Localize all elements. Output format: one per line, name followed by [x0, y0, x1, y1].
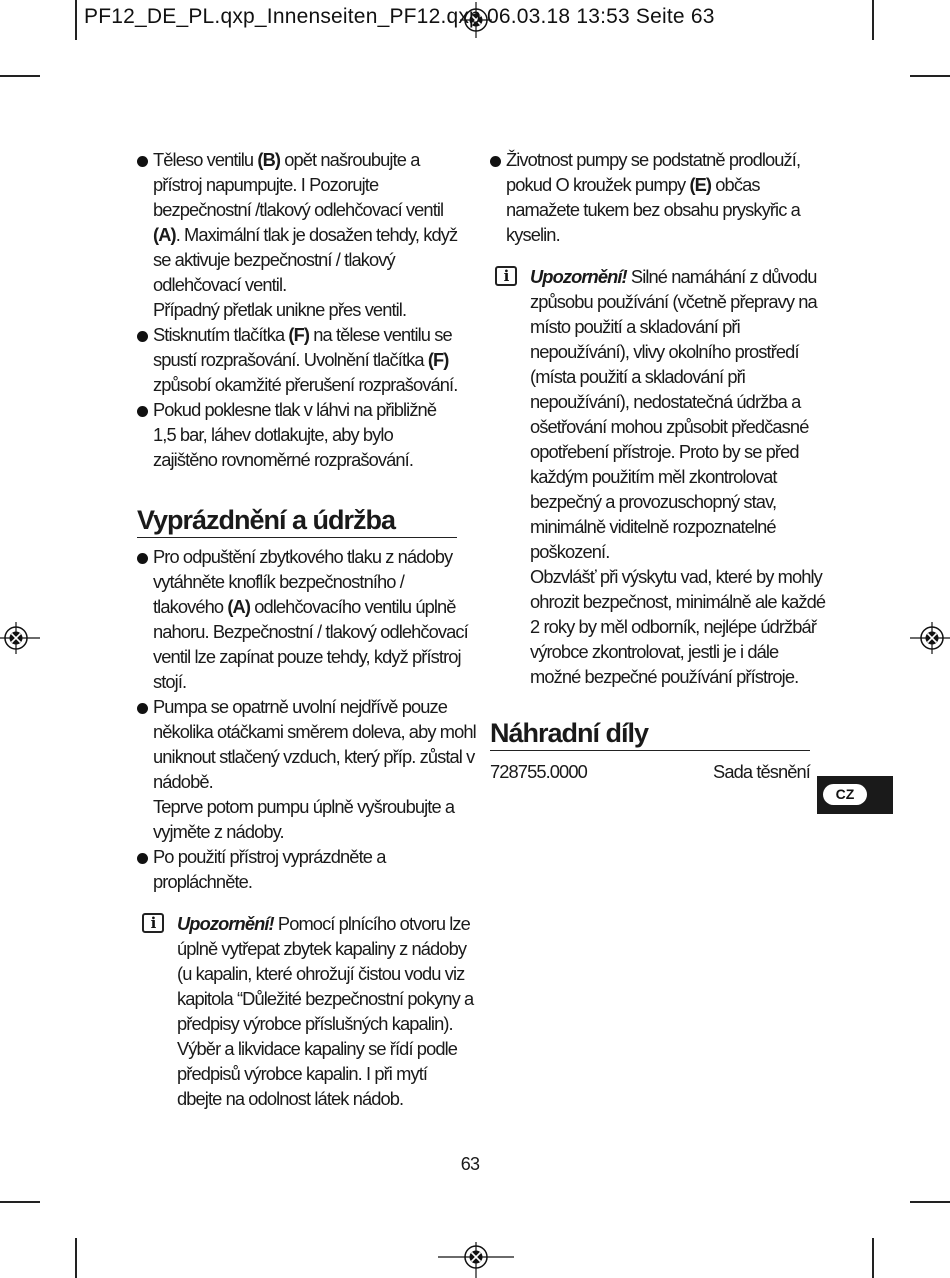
text-run: ventil lze zapínat pouze tehdy, když přístroj — [153, 646, 461, 667]
text-run: odlehčovacího ventilu úplně — [250, 596, 456, 617]
left-column — [137, 147, 476, 1111]
notice-line — [530, 639, 810, 664]
text-line — [153, 447, 457, 472]
text-line — [153, 794, 457, 819]
text-line — [153, 422, 457, 447]
notice-line — [177, 986, 474, 1011]
part-reference: (E) — [689, 174, 712, 195]
text-run: se aktivuje bezpečnostní / tlakový — [153, 249, 395, 270]
notice-line — [530, 289, 817, 314]
notice-line — [530, 514, 810, 539]
maintenance-list — [137, 544, 476, 894]
notice-text: výrobce zkontrolovat, jestli je i dále — [530, 641, 779, 662]
notice-line — [177, 961, 465, 986]
text-run: přístroj napumpujte. I Pozorujte — [153, 174, 379, 195]
notice-text: možné bezpečné používání přístroje. — [530, 666, 799, 687]
notice-line — [177, 1011, 457, 1036]
notice-line — [177, 936, 467, 961]
text-run: nahoru. Bezpečnostní / tlakový odlehčovací — [153, 621, 468, 642]
notice-text: Výběr a likvidace kapaliny se řídí podle — [177, 1038, 458, 1059]
text-run: . Maximální tlak je dosažen tehdy, když — [175, 224, 458, 245]
text-line — [153, 619, 468, 644]
notice-line — [530, 414, 810, 439]
registration-mark-icon — [438, 1238, 514, 1278]
print-slug: PF12_DE_PL.qxp_Innenseiten_PF12.qxp 06.03.18 13:53 Seite 63 — [84, 5, 715, 28]
notice-lead: Upozornění! — [530, 266, 627, 287]
notice-line — [177, 1061, 457, 1086]
text-line — [153, 172, 457, 197]
notice-text: poškození. — [530, 541, 610, 562]
instruction-list — [490, 147, 810, 247]
text-run: bezpečnostní /tlakový odlehčovací ventil — [153, 199, 444, 220]
text-line — [153, 719, 476, 744]
notice-line — [530, 539, 810, 564]
notice-line — [177, 911, 470, 936]
list-item — [490, 147, 810, 247]
text-run: Pumpa se opatrně uvolní nejdřívě pouze — [153, 696, 448, 717]
text-run: na tělese ventilu se — [309, 324, 452, 345]
notice-block — [137, 911, 474, 1111]
text-run: tlakového — [153, 596, 228, 617]
notice-text: 2 roky by měl odborník, nejlépe údržbář — [530, 616, 817, 637]
notice-text: nepoužívání), vlivy okolního prostředí — [530, 341, 799, 362]
notice-block — [490, 264, 826, 689]
text-line — [153, 272, 457, 297]
text-line — [153, 744, 475, 769]
text-line — [153, 769, 457, 794]
text-run: Pokud poklesne tlak v láhvi na přibližně — [153, 399, 437, 420]
text-run: Těleso ventilu — [153, 149, 258, 170]
text-line — [153, 694, 457, 719]
notice-line — [177, 1086, 457, 1111]
text-line — [153, 297, 457, 322]
text-run: uniknout stlačený vzduch, který příp. zůstal v — [153, 746, 475, 767]
notice-line — [530, 439, 810, 464]
notice-text: (místa použití a skladování při — [530, 366, 745, 387]
crop-mark — [910, 75, 950, 77]
text-run: stojí. — [153, 671, 187, 692]
text-line — [153, 544, 457, 569]
text-run: kyselin. — [506, 224, 560, 245]
list-item — [137, 544, 468, 694]
notice-lead: Upozornění! — [177, 913, 274, 934]
text-line — [153, 819, 457, 844]
info-icon: i — [142, 913, 164, 933]
text-line — [153, 147, 457, 172]
text-line — [153, 347, 457, 372]
text-run: Pro odpuštění zbytkového tlaku z nádoby — [153, 546, 453, 567]
list-item — [137, 694, 476, 844]
registration-mark-icon — [910, 620, 950, 656]
text-run: odlehčovací ventil. — [153, 274, 287, 295]
notice-text: předpisy výrobce příslušných kapalin). — [177, 1013, 453, 1034]
text-run: Stisknutím tlačítka — [153, 324, 289, 345]
notice-line — [530, 264, 817, 289]
text-line — [506, 172, 810, 197]
notice-line — [530, 589, 826, 614]
text-run: spustí rozprašování. Uvolnění tlačítka — [153, 349, 428, 370]
text-line — [153, 844, 457, 869]
notice-line — [530, 339, 810, 364]
notice-text: místo použití a skladování při — [530, 316, 740, 337]
language-tab — [817, 776, 893, 814]
notice-text: Silné namáhání z důvodu — [626, 266, 817, 287]
notice-text: nepoužívání), nedostatečná údržba a — [530, 391, 801, 412]
notice-text: kapitola “Důležité bezpečnostní pokyny a — [177, 988, 474, 1009]
text-run: vytáhněte knoflík bezpečnostního / — [153, 571, 404, 592]
crop-mark — [910, 1201, 950, 1203]
text-run: nádobě. — [153, 771, 213, 792]
part-reference: (A) — [153, 224, 176, 245]
list-item — [137, 844, 457, 894]
notice-text: způsobu používání (včetně přepravy na — [530, 291, 817, 312]
text-line — [506, 197, 810, 222]
notice-line — [530, 364, 810, 389]
info-icon: i — [495, 266, 517, 286]
notice-line — [530, 389, 810, 414]
crop-mark — [872, 0, 874, 40]
text-run: způsobí okamžité přerušení rozprašování. — [153, 374, 458, 395]
page-number: 63 — [460, 1154, 480, 1174]
part-reference: (F) — [427, 349, 449, 370]
notice-text: opotřebení přístroje. Proto by se před — [530, 441, 799, 462]
language-label: CZ — [823, 784, 867, 805]
notice-text: úplně vytřepat zbytek kapaliny z nádoby — [177, 938, 467, 959]
right-column — [490, 147, 826, 784]
text-line — [153, 397, 457, 422]
notice-text: bezpečný a provozuschopný stav, — [530, 491, 777, 512]
crop-mark — [0, 75, 40, 77]
text-run: namažete tukem bez obsahu pryskyřic a — [506, 199, 800, 220]
text-run: Po použití přístroj vyprázdněte a — [153, 846, 386, 867]
crop-mark — [0, 1201, 40, 1203]
section-heading: Vyprázdnění a údržba — [137, 508, 457, 538]
text-run: několika otáčkami směrem doleva, aby mohl — [153, 721, 476, 742]
registration-mark-icon — [0, 620, 40, 656]
text-line — [506, 147, 810, 172]
text-line — [153, 869, 457, 894]
notice-text: minimálně viditelně rozpoznatelné — [530, 516, 776, 537]
spare-parts-heading: Náhradní díly — [490, 721, 810, 751]
text-run: opět našroubujte a — [280, 149, 420, 170]
text-run: Teprve potom pumpu úplně vyšroubujte a — [153, 796, 455, 817]
notice-text: ošetřování mohou způsobit předčasné — [530, 416, 809, 437]
text-run: 1,5 bar, láhev dotlakujte, aby bylo — [153, 424, 393, 445]
notice-text: ohrozit bezpečnost, minimálně ale každé — [530, 591, 826, 612]
text-line — [153, 322, 457, 347]
part-reference: (F) — [288, 324, 310, 345]
notice-text: každým použitím měl zkontrolovat — [530, 466, 777, 487]
text-line — [153, 594, 457, 619]
text-line — [153, 669, 457, 694]
text-line — [153, 222, 457, 247]
notice-text: Obzvlášť při výskytu vad, které by mohly — [530, 566, 822, 587]
text-line — [153, 197, 457, 222]
text-run: Případný přetlak unikne přes ventil. — [153, 299, 407, 320]
notice-text: (u kapalin, které ohrožují čistou vodu viz — [177, 963, 465, 984]
part-reference: (A) — [227, 596, 251, 617]
notice-line — [177, 1036, 457, 1061]
text-run: vyjměte z nádoby. — [153, 821, 284, 842]
text-run: zajištěno rovnoměrné rozprašování. — [153, 449, 414, 470]
notice-text: dbejte na odolnost látek nádob. — [177, 1088, 404, 1109]
list-item — [137, 397, 457, 472]
part-reference: (B) — [257, 149, 281, 170]
text-line — [153, 569, 457, 594]
spare-part-name: Sada těsnění — [713, 761, 810, 782]
crop-mark — [872, 1238, 874, 1278]
text-run: občas — [711, 174, 760, 195]
spare-part-number: 728755.0000 — [490, 761, 587, 782]
text-run: propláchněte. — [153, 871, 253, 892]
spare-part-row — [490, 759, 810, 784]
notice-line — [530, 464, 810, 489]
notice-line — [530, 614, 817, 639]
text-line — [153, 644, 461, 669]
list-item — [137, 147, 457, 322]
list-item — [137, 322, 457, 397]
crop-mark — [75, 0, 77, 40]
instruction-list — [137, 147, 457, 472]
notice-text: předpisů výrobce kapalin. I při mytí — [177, 1063, 428, 1084]
notice-line — [530, 664, 810, 689]
text-line — [153, 372, 457, 397]
text-line — [153, 247, 457, 272]
notice-text: Pomocí plnícího otvoru lze — [273, 913, 470, 934]
text-line — [506, 222, 810, 247]
text-run: Životnost pumpy se podstatně prodlouží, — [506, 149, 801, 170]
notice-line — [530, 489, 810, 514]
text-run: pokud O kroužek pumpy — [506, 174, 690, 195]
notice-line — [530, 564, 822, 589]
notice-line — [530, 314, 810, 339]
crop-mark — [75, 1238, 77, 1278]
